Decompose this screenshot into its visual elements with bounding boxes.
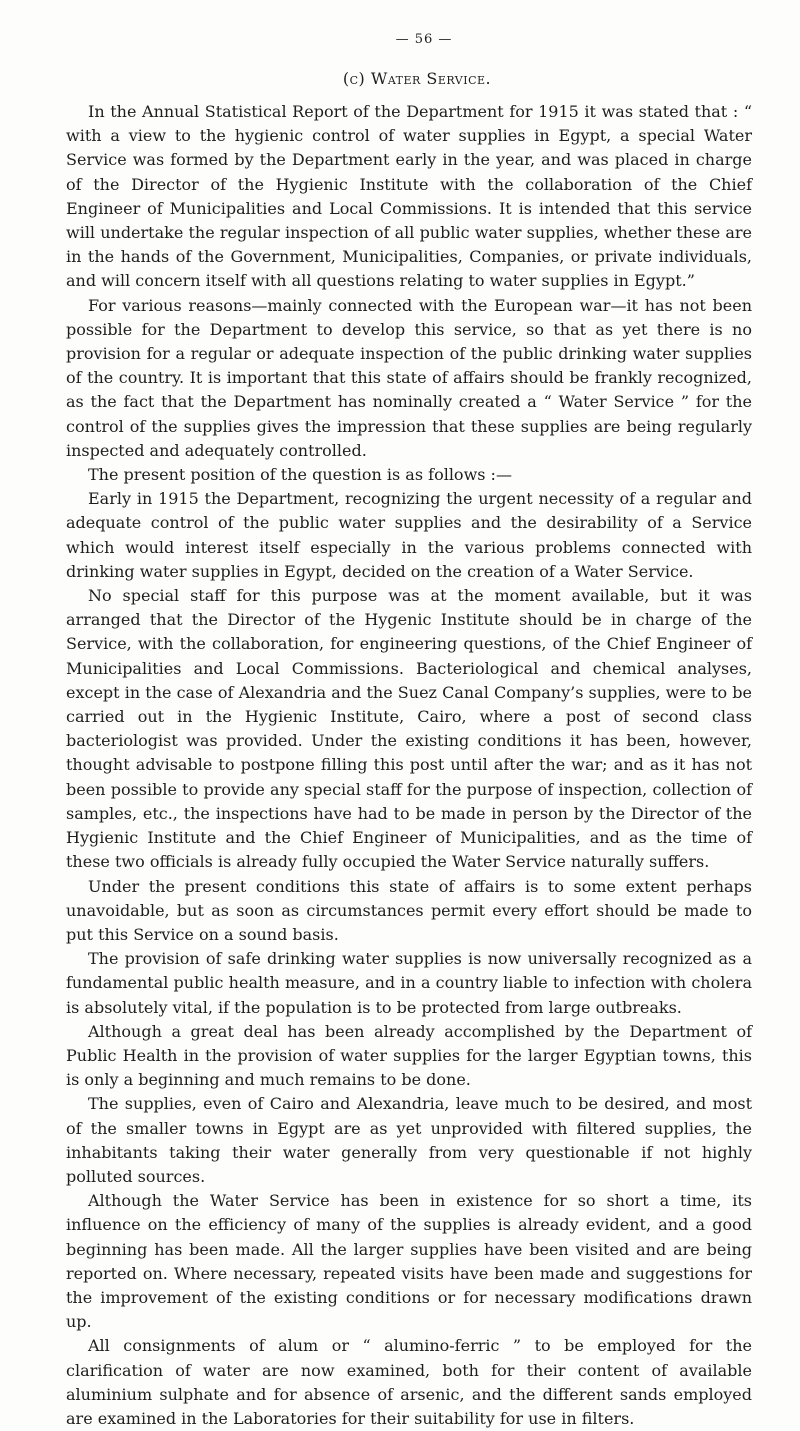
paragraph: The supplies, even of Cairo and Alexandria, leave much to be desired, and most of the smaller towns in Egypt are as yet unprovided with filtered supplies, the inhabitants taking their water generally from very questionable if not highly polluted sources. (66, 1094, 752, 1186)
paragraph: All consignments of alum or “ alumino-ferric ” to be employed for the clarification of water are now examined, both for their content of available aluminium sulphate and for absence of arsenic, and the different sands employed are examined in the Laboratories for their suitability for use in filters. (66, 1336, 752, 1428)
paragraph: The present position of the question is as follows :— (88, 465, 512, 485)
section-heading: (c) Water Service. (342, 69, 492, 88)
paragraph: For various reasons—mainly connected with the European war—it has not been possible for the Department to develop this service, so that as yet there is no provision for a regular or adequate inspection of the public drinking water supplies of the country. It is important that this state of affairs should be frankly recognized, as the fact that the Department has nominally created a “ Water Service ” for the control of the supplies gives the impression that these supplies are being regularly inspected and adequately controlled. (66, 295, 752, 460)
page-number: — 56 — (395, 32, 453, 47)
paragraph: Although a great deal has been already accomplished by the Department of Public Health in the provision of water supplies for the larger Egyptian towns, this is only a beginning and much remains to be done. (66, 1021, 752, 1090)
paragraph: The provision of safe drinking water supplies is now universally recognized as a fundamental public health measure, and in a country liable to infection with cholera is absolutely vital, if the population is to be protected from large outbreaks. (66, 949, 752, 1017)
body-text (66, 100, 752, 1431)
paragraph: Although the Water Service has been in existence for so short a time, its influence on the efficiency of many of the supplies is already evident, and a good beginning has been made. All the larger supplies have been visited and are being reported on. Where necessary, repeated visits have been made and suggestions for the improvement of the existing conditions or for necessary modifications drawn up. (66, 1191, 752, 1332)
paragraph: In the Annual Statistical Report of the Department for 1915 it was stated that : “ with a view to the hygienic control of water supplies in Egypt, a special Water Service was formed by the Department early in the year, and was placed in charge of the Director of the Hygienic Institute with the collaboration of the Chief Engineer of Municipalities and Local Commissions. It is intended that this service will undertake the regular inspection of all public water supplies, whether these are in the hands of the Government, Municipalities, Companies, or private individuals, and will concern itself with all questions relating to water supplies in Egypt.” (66, 102, 752, 291)
paragraph: No special staff for this purpose was at the moment available, but it was arranged that the Director of the Hygenic Institute should be in charge of the Service, with the collaboration, for engineering questions, of the Chief Engineer of Municipalities and Local Commissions. Bacteriological and chemical analyses, except in the case of Alexandria and the Suez Canal Company’s supplies, were to be carried out in the Hygienic Institute, Cairo, where a post of second class bacteriologist was provided. Under the existing conditions it has been, however, thought advisable to postpone filling this post until after the war; and as it has not been possible to provide any special staff for the purpose of inspection, collection of samples, etc., the inspections have had to be made in person by the Director of the Hygienic Institute and the Chief Engineer of Municipalities, and as the time of these two officials is already fully occupied the Water Service naturally suffers. (66, 586, 752, 872)
paragraph: Under the present conditions this state of affairs is to some extent perhaps unavoidable, but as soon as circumstances permit every effort should be made to put this Service on a sound basis. (66, 876, 752, 944)
paragraph: Early in 1915 the Department, recognizing the urgent necessity of a regular and adequate control of the public water supplies and the desirability of a Service which would interest itself especially in the various problems connected with drinking water supplies in Egypt, decided on the creation of a Water Service. (66, 489, 752, 581)
